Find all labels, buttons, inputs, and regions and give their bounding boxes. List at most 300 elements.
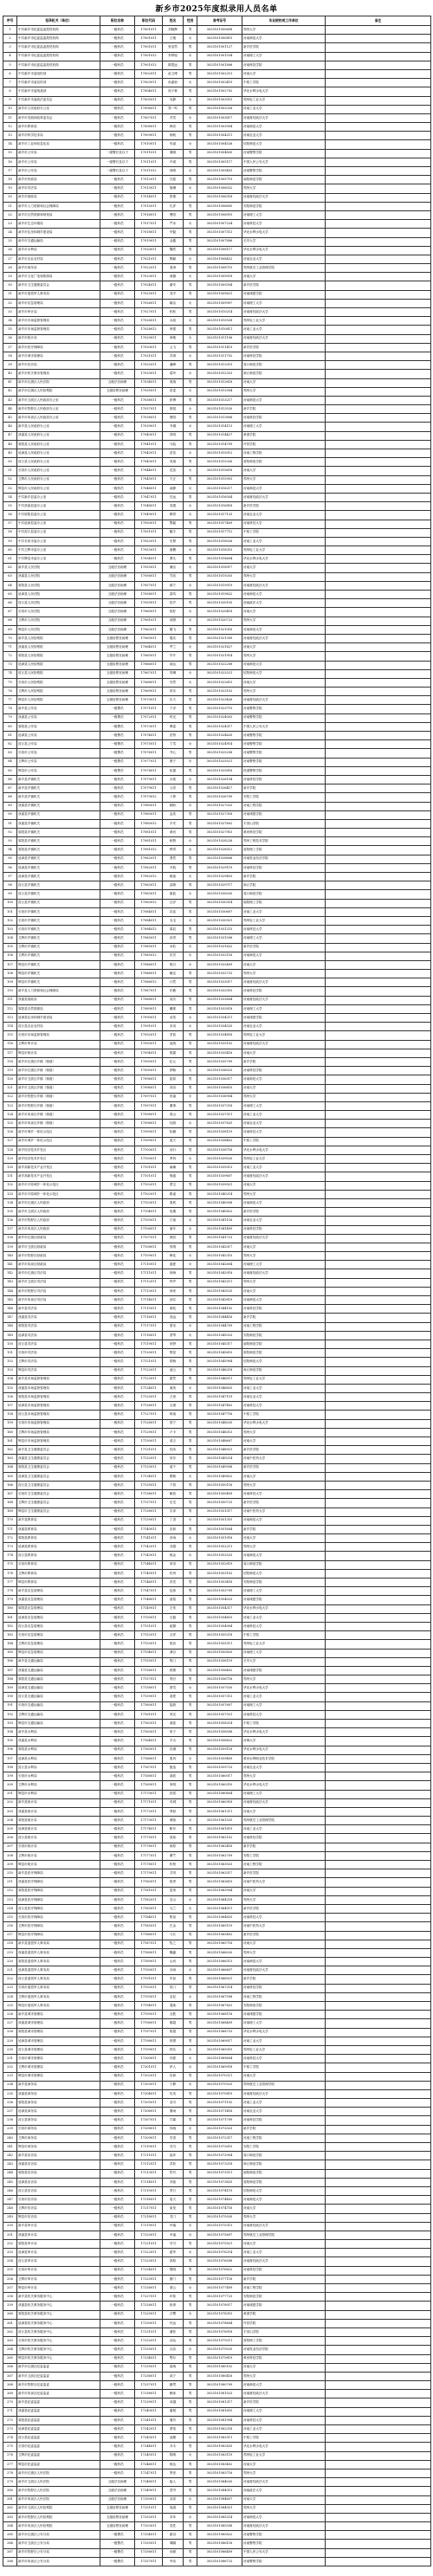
cell-exam-number: 3025101033310 <box>197 987 242 996</box>
cell-note <box>326 220 431 229</box>
cell-gender: 女 <box>184 467 197 475</box>
cell-school: 河南财经政法大学 <box>242 2222 326 2231</box>
cell-gender: 男 <box>184 1198 197 1207</box>
cell-position: 一级科员 <box>100 184 135 193</box>
cell-position-code: 17195011 <box>135 2011 163 2019</box>
table-row <box>3 678 431 687</box>
table-row <box>3 343 431 352</box>
cell-organization: 获嘉县机关事务服务中心 <box>17 2302 100 2310</box>
cell-school: 新乡医学院 <box>242 943 326 952</box>
cell-position-code: 17080011 <box>135 802 163 810</box>
cell-position: 一级科员 <box>100 396 135 404</box>
cell-gender: 男 <box>184 2275 197 2283</box>
cell-position: 一级科员 <box>100 1720 135 1728</box>
cell-index: 220 <box>3 1958 17 1966</box>
cell-position-code: 17001011 <box>135 26 163 35</box>
table-row <box>3 837 431 846</box>
cell-gender: 女 <box>184 1552 197 1560</box>
cell-position-code: 17219011 <box>135 2222 163 2231</box>
cell-position: 一级科员 <box>100 1931 135 1940</box>
table-row <box>3 1164 431 1172</box>
cell-exam-number: 3025101033604 <box>197 996 242 1004</box>
cell-position: 一级科员 <box>100 2416 135 2424</box>
cell-position-code: 17211011 <box>135 2152 163 2160</box>
cell-school: 河南警察学院 <box>242 2557 326 2566</box>
cell-school: 河南工业大学 <box>242 105 326 113</box>
cell-position: 一级科员 <box>100 1701 135 1710</box>
cell-exam-number: 3025101021016 <box>197 625 242 634</box>
cell-position-code: 17215011 <box>135 2186 163 2195</box>
table-row <box>3 2372 431 2380</box>
cell-name: 雷鸣 <box>163 591 184 599</box>
cell-name: 邴原 <box>163 1843 184 1851</box>
table-row <box>3 1437 431 1446</box>
cell-exam-number: 3025101086116 <box>197 2540 242 2548</box>
cell-name: 施琳 <box>163 184 184 193</box>
cell-organization: 获嘉县城市管理局 <box>17 2019 100 2028</box>
cell-index: 132 <box>3 1181 17 1190</box>
cell-name: 赖床 <box>163 2390 184 2398</box>
table-row <box>3 1499 431 1508</box>
cell-organization: 新乡市工业和信息化局 <box>17 140 100 149</box>
cell-note <box>326 1975 431 1984</box>
cell-exam-number: 3025101040508 <box>197 1198 242 1207</box>
cell-organization: 封丘县商务局 <box>17 2116 100 2125</box>
cell-name: 叶落 <box>163 2222 184 2231</box>
cell-gender: 女 <box>184 352 197 360</box>
table-row <box>3 1693 431 1701</box>
cell-index: 147 <box>3 1314 17 1322</box>
cell-organization: 原阳县机关事务服务中心 <box>17 2310 100 2319</box>
cell-organization: 新乡市市场监督管理局 <box>17 326 100 334</box>
cell-index: 1 <box>3 26 17 35</box>
cell-position-code: 17217011 <box>135 2205 163 2213</box>
cell-exam-number: 3025101029717 <box>197 881 242 890</box>
table-row <box>3 1895 431 1904</box>
cell-school: 河南科技大学 <box>242 1402 326 1411</box>
cell-name: 谈笑 <box>163 1014 184 1023</box>
cell-note <box>326 643 431 652</box>
cell-name: 祁连 <box>163 907 184 916</box>
table-row <box>3 2019 431 2028</box>
cell-index: 268 <box>3 2381 17 2390</box>
cell-exam-number: 3025101072904 <box>197 2152 242 2160</box>
cell-organization: 新乡市卫滨区乡镇（街道） <box>17 1084 100 1093</box>
cell-organization: 辉县市市场监督管理局 <box>17 1437 100 1446</box>
cell-index: 42 <box>3 387 17 396</box>
cell-name: 蓝天 <box>163 1137 184 1146</box>
cell-organization: 中共获嘉县委办公室 <box>17 502 100 511</box>
cell-school: 河南科技学院 <box>242 2266 326 2275</box>
cell-name: 景行 <box>163 2186 184 2195</box>
table-row <box>3 2337 431 2346</box>
cell-position: 一级科员 <box>100 1737 135 1746</box>
cell-note <box>326 1992 431 2001</box>
cell-exam-number: 3025101015903 <box>197 475 242 484</box>
cell-note <box>326 2249 431 2257</box>
cell-gender: 男 <box>184 440 197 449</box>
cell-gender: 男 <box>184 2425 197 2434</box>
cell-gender: 男 <box>184 1579 197 1587</box>
cell-note <box>326 2160 431 2169</box>
table-row <box>3 167 431 176</box>
cell-note <box>326 1252 431 1261</box>
cell-exam-number: 3025101076508 <box>197 2257 242 2266</box>
cell-school: 河南科技大学 <box>242 1710 326 1719</box>
cell-note <box>326 1287 431 1295</box>
cell-gender: 女 <box>184 1067 197 1075</box>
cell-school: 河南财经政法大学 <box>242 113 326 122</box>
cell-gender: 男 <box>184 1940 197 1948</box>
cell-index: 124 <box>3 1111 17 1120</box>
cell-name: 武松 <box>163 2160 184 2169</box>
cell-position: 一级科员 <box>100 1208 135 1217</box>
cell-exam-number: 3025101024620 <box>197 732 242 740</box>
cell-exam-number: 3025101026104 <box>197 775 242 784</box>
cell-gender: 男 <box>184 69 197 78</box>
cell-note <box>326 493 431 501</box>
cell-organization: 新乡经济技术开发区 <box>17 1146 100 1154</box>
cell-note <box>326 2478 431 2487</box>
cell-position-code: 17058011 <box>135 591 163 599</box>
cell-organization: 获嘉县纪委监委 <box>17 2407 100 2416</box>
cell-school: 河南牧业经济学院 <box>242 855 326 863</box>
cell-exam-number: 3025101017409 <box>197 520 242 528</box>
cell-gender: 男 <box>184 1693 197 1701</box>
cell-position: 一级科员 <box>100 1754 135 1763</box>
cell-index: 237 <box>3 2108 17 2116</box>
cell-exam-number: 3025101057020 <box>197 1684 242 1693</box>
cell-position: 一级科员 <box>100 2213 135 2222</box>
cell-exam-number: 3025101067214 <box>197 1984 242 1992</box>
cell-position-code: 17095011 <box>135 1067 163 1075</box>
cell-position: 一级科员 <box>100 1543 135 1552</box>
table-row <box>3 2522 431 2531</box>
cell-position: 一级科员 <box>100 1146 135 1154</box>
cell-position-code: 17229011 <box>135 2310 163 2319</box>
cell-gender: 男 <box>184 123 197 132</box>
cell-position-code: 17098011 <box>135 1120 163 1128</box>
cell-position: 一级科员 <box>100 484 135 493</box>
cell-position: 一级警员 <box>100 2548 135 2557</box>
cell-name: 俞静 <box>163 484 184 493</box>
cell-name: 丁香 <box>163 1516 184 1525</box>
cell-position-code: 17103011 <box>135 1198 163 1207</box>
cell-note <box>326 1101 431 1110</box>
table-row <box>3 458 431 467</box>
cell-gender: 男 <box>184 326 197 334</box>
cell-position-code: 17074011 <box>135 732 163 740</box>
cell-school: 华北水利水电大学 <box>242 229 326 237</box>
cell-note <box>326 1701 431 1710</box>
cell-position-code: 17086011 <box>135 970 163 978</box>
cell-position: 一级科员 <box>100 1261 135 1269</box>
cell-school: 新乡学院 <box>242 1975 326 1984</box>
cell-school: 河南财经政法大学 <box>242 581 326 590</box>
table-row <box>3 1411 431 1419</box>
table-row <box>3 1446 431 1455</box>
cell-note <box>326 1737 431 1746</box>
cell-name: 胥吏 <box>163 2469 184 2477</box>
cell-gender: 男 <box>184 2089 197 2098</box>
cell-note <box>326 229 431 237</box>
cell-position: 一级科员 <box>100 916 135 925</box>
cell-index: 95 <box>3 855 17 863</box>
cell-organization: 封丘县人民检察院 <box>17 669 100 678</box>
cell-index: 278 <box>3 2469 17 2477</box>
cell-school: 郑州大学 <box>242 184 326 193</box>
cell-note <box>326 237 431 246</box>
cell-name: 穆青 <box>163 846 184 855</box>
table-row <box>3 79 431 87</box>
cell-organization: 延津县人民政府办公室 <box>17 449 100 458</box>
cell-note <box>326 1720 431 1728</box>
header-cell-organization: 招录机关（单位） <box>17 16 100 26</box>
cell-position: 一级科员 <box>100 2089 135 2098</box>
cell-position: 五级法官助理 <box>100 617 135 625</box>
cell-exam-number: 3025101012323 <box>197 370 242 378</box>
cell-index: 8 <box>3 87 17 96</box>
cell-school: 河南大学 <box>242 2363 326 2372</box>
cell-school: 河南警察学院 <box>242 149 326 158</box>
cell-name: 崔颢 <box>163 1622 184 1630</box>
cell-organization: 新乡市牧野区人民政府 <box>17 1217 100 1225</box>
cell-note <box>326 987 431 996</box>
cell-exam-number: 3025101071709 <box>197 2116 242 2125</box>
table-row <box>3 1922 431 1931</box>
cell-school: 郑州轻工业大学 <box>242 1155 326 1164</box>
cell-position: 一级科员 <box>100 863 135 872</box>
cell-organization: 新乡市牧野区人民检察院 <box>17 2513 100 2521</box>
cell-organization: 卫辉市乡镇机关 <box>17 943 100 952</box>
cell-index: 125 <box>3 1120 17 1128</box>
table-row <box>3 599 431 608</box>
cell-index: 34 <box>3 317 17 326</box>
cell-note <box>326 2504 431 2513</box>
cell-organization: 新乡市公安局 <box>17 158 100 166</box>
cell-note <box>326 1120 431 1128</box>
cell-exam-number: 3025101044416 <box>197 1314 242 1322</box>
cell-position: 一级科员 <box>100 2319 135 2327</box>
table-row <box>3 987 431 996</box>
cell-school: 郑州轻工业大学 <box>242 317 326 326</box>
cell-position-code: 17155011 <box>135 1657 163 1666</box>
cell-index: 54 <box>3 493 17 501</box>
cell-position-code: 17062011 <box>135 625 163 634</box>
cell-organization: 长垣市乡镇机关 <box>17 907 100 916</box>
cell-position: 一级科员 <box>100 1243 135 1251</box>
table-row <box>3 2557 431 2566</box>
cell-note <box>326 1419 431 1428</box>
cell-position: 一级警员 <box>100 705 135 713</box>
cell-organization: 长垣市司法局 <box>17 1349 100 1358</box>
cell-exam-number: 3025101004211 <box>197 132 242 140</box>
cell-position-code: 17064011 <box>135 643 163 652</box>
cell-position: 一级科员 <box>100 1834 135 1843</box>
table-row <box>3 713 431 722</box>
cell-name: 裴度 <box>163 1693 184 1701</box>
cell-index: 71 <box>3 643 17 652</box>
cell-note <box>326 907 431 916</box>
cell-position: 一级科员 <box>100 881 135 890</box>
cell-position: 一级科员 <box>100 1728 135 1737</box>
cell-position: 一级科员 <box>100 2425 135 2434</box>
table-row <box>3 1834 431 1843</box>
cell-note <box>326 2002 431 2011</box>
cell-organization: 中共新乡市纪委监委派驻机构 <box>17 26 100 35</box>
cell-position: 一级科员 <box>100 1710 135 1719</box>
table-row <box>3 1146 431 1154</box>
table-row <box>3 1093 431 1101</box>
cell-index: 68 <box>3 617 17 625</box>
cell-position-code: 17108011 <box>135 1243 163 1251</box>
cell-index: 84 <box>3 758 17 766</box>
cell-note <box>326 1684 431 1693</box>
table-row <box>3 1305 431 1314</box>
table-row <box>3 2416 431 2424</box>
cell-school: 郑州大学 <box>242 2469 326 2477</box>
cell-name: 胡杨 <box>163 1358 184 1366</box>
cell-index: 162 <box>3 1446 17 1455</box>
cell-name: 闻道 <box>163 2504 184 2513</box>
cell-position-code: 17041011 <box>135 440 163 449</box>
cell-position: 一级科员 <box>100 220 135 229</box>
cell-name: 舒畅 <box>163 1067 184 1075</box>
cell-position: 一级科员 <box>100 1904 135 1913</box>
cell-organization: 中共新乡市纪委监委派驻机构 <box>17 35 100 43</box>
cell-index: 256 <box>3 2275 17 2283</box>
cell-note <box>326 1622 431 1630</box>
cell-school: 信阳师范大学 <box>242 2186 326 2195</box>
cell-index: 31 <box>3 290 17 299</box>
cell-organization: 长垣市教育局 <box>17 1560 100 1569</box>
cell-exam-number: 3025101022521 <box>197 669 242 678</box>
table-row <box>3 766 431 775</box>
cell-note <box>326 1657 431 1666</box>
cell-position: 一级警员 <box>100 2531 135 2540</box>
cell-exam-number: 3025101054023 <box>197 1596 242 1604</box>
cell-index: 39 <box>3 361 17 370</box>
cell-position-code: 17126011 <box>135 1402 163 1411</box>
cell-note <box>326 2063 431 2072</box>
cell-gender: 男 <box>184 2354 197 2363</box>
cell-organization: 原阳县司法局 <box>17 1322 100 1331</box>
table-row <box>3 873 431 881</box>
cell-note <box>326 2152 431 2160</box>
cell-name: 滕飞 <box>163 625 184 634</box>
cell-exam-number: 3025101057921 <box>197 1710 242 1719</box>
cell-name: 吴静 <box>163 96 184 105</box>
cell-name: 谷雨 <box>163 1966 184 1975</box>
cell-position: 一级科员 <box>100 2293 135 2302</box>
cell-name: 危楼 <box>163 1208 184 1217</box>
cell-school: 西南政法大学 <box>242 2487 326 2495</box>
cell-name: 齐心 <box>163 749 184 758</box>
cell-position: 一级科员 <box>100 1217 135 1225</box>
cell-index: 70 <box>3 634 17 642</box>
cell-index: 287 <box>3 2548 17 2557</box>
cell-note <box>326 1014 431 1023</box>
cell-position-code: 17199011 <box>135 2045 163 2054</box>
cell-organization: 卫辉市应急管理局 <box>17 1640 100 1649</box>
cell-index: 254 <box>3 2257 17 2266</box>
cell-gender: 女 <box>184 1904 197 1913</box>
cell-gender: 男 <box>184 1375 197 1384</box>
cell-school: 郑州大学 <box>242 1948 326 1957</box>
table-row <box>3 1728 431 1737</box>
cell-gender: 男 <box>184 2398 197 2407</box>
table-row <box>3 511 431 520</box>
cell-position-code: 17144011 <box>135 1560 163 1569</box>
cell-school: 新乡学院 <box>242 873 326 881</box>
cell-note <box>326 784 431 793</box>
table-row <box>3 35 431 43</box>
cell-position: 一级科员 <box>100 528 135 537</box>
cell-note <box>326 1579 431 1587</box>
cell-note <box>326 1693 431 1701</box>
cell-note <box>326 599 431 608</box>
cell-gender: 男 <box>184 634 197 642</box>
cell-gender: 男 <box>184 863 197 872</box>
cell-name: 宣和 <box>163 1525 184 1533</box>
cell-school: 许昌学院 <box>242 2319 326 2327</box>
cell-index: 5 <box>3 61 17 69</box>
cell-exam-number: 3025101039607 <box>197 1172 242 1181</box>
table-row <box>3 793 431 802</box>
cell-position: 一级科员 <box>100 299 135 307</box>
cell-gender: 男 <box>184 1525 197 1533</box>
cell-name: 糜竺 <box>163 1851 184 1860</box>
cell-name: 云飞 <box>163 343 184 352</box>
cell-name: 娄底 <box>163 1198 184 1207</box>
table-row <box>3 317 431 326</box>
cell-note <box>326 449 431 458</box>
cell-position: 一级科员 <box>100 193 135 202</box>
cell-index: 56 <box>3 511 17 520</box>
cell-organization: 新乡市卫滨区财政局 <box>17 1243 100 1251</box>
cell-name: 秦刚 <box>163 149 184 158</box>
table-row <box>3 2143 431 2152</box>
cell-note <box>326 1878 431 1887</box>
cell-school: 河南城建学院 <box>242 290 326 299</box>
cell-position-code: 17174011 <box>135 1825 163 1834</box>
cell-note <box>326 1217 431 1225</box>
cell-position: 一级科员 <box>100 1613 135 1622</box>
cell-exam-number: 3025101064825 <box>197 1914 242 1922</box>
cell-note <box>326 405 431 414</box>
cell-organization: 新乡市凤泉区公安分局 <box>17 2557 100 2566</box>
cell-position: 一级科员 <box>100 1887 135 1895</box>
cell-position: 一级科员 <box>100 35 135 43</box>
cell-note <box>326 1278 431 1287</box>
cell-position-code: 17033011 <box>135 370 163 378</box>
table-row <box>3 1781 431 1790</box>
cell-position: 一级科员 <box>100 2134 135 2142</box>
cell-note <box>326 202 431 210</box>
cell-note <box>326 970 431 978</box>
cell-name: 苗苗 <box>163 449 184 458</box>
cell-position-code: 17061011 <box>135 617 163 625</box>
cell-note <box>326 2125 431 2134</box>
cell-note <box>326 255 431 263</box>
cell-position: 一级科员 <box>100 140 135 149</box>
cell-name: 严冰 <box>163 220 184 229</box>
cell-position: 一级科员 <box>100 69 135 78</box>
cell-index: 30 <box>3 281 17 290</box>
cell-position-code: 17040011 <box>135 431 163 440</box>
table-row <box>3 2178 431 2186</box>
cell-gender: 女 <box>184 511 197 520</box>
